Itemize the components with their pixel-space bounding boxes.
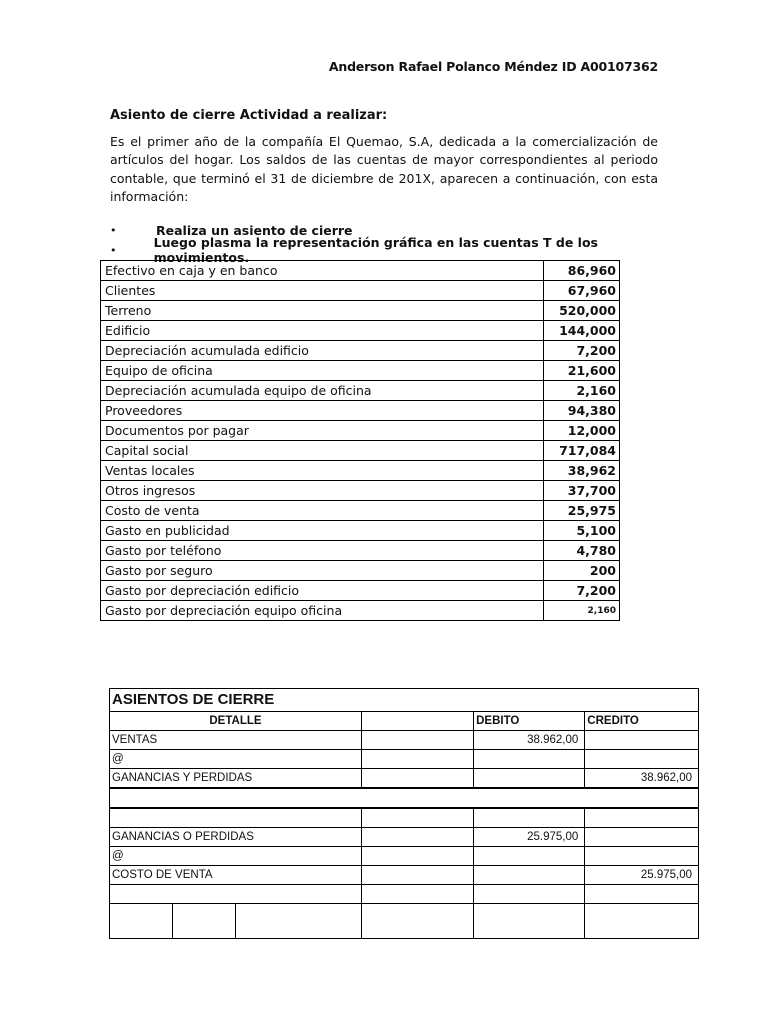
activity-heading: Asiento de cierre Actividad a realizar: bbox=[110, 108, 388, 123]
account-amount: 94,380 bbox=[544, 401, 620, 421]
entry-detail: @ bbox=[110, 750, 361, 769]
account-name: Capital social bbox=[101, 441, 544, 461]
table-row bbox=[101, 341, 620, 361]
entry-credit bbox=[585, 750, 698, 769]
table-row bbox=[101, 521, 620, 541]
entry-credit bbox=[585, 885, 698, 904]
table-row bbox=[101, 561, 620, 581]
table-row bbox=[110, 788, 698, 808]
entry-credit bbox=[585, 847, 698, 866]
table-row bbox=[110, 828, 698, 847]
closing-entries-box bbox=[109, 688, 699, 939]
table-row bbox=[101, 441, 620, 461]
account-amount: 7,200 bbox=[544, 341, 620, 361]
split-cell bbox=[236, 904, 361, 938]
table-row bbox=[110, 847, 698, 866]
detalle-header: DETALLE bbox=[110, 712, 361, 731]
account-amount: 37,700 bbox=[544, 481, 620, 501]
table-row bbox=[110, 904, 698, 939]
account-amount: 2,160 bbox=[544, 381, 620, 401]
account-amount: 67,960 bbox=[544, 281, 620, 301]
entry-blank bbox=[361, 769, 473, 789]
closing-entries-title: ASIENTOS DE CIERRE bbox=[110, 689, 698, 712]
entry-debit bbox=[474, 847, 585, 866]
table-row bbox=[101, 601, 620, 621]
split-cell bbox=[173, 904, 236, 938]
debito-header: DEBITO bbox=[474, 712, 585, 731]
entry-debit bbox=[474, 885, 585, 904]
account-name: Gasto por depreciación equipo oficina bbox=[101, 601, 544, 621]
table-row bbox=[101, 261, 620, 281]
table-row bbox=[101, 361, 620, 381]
entry-debit bbox=[474, 769, 585, 789]
account-amount: 520,000 bbox=[544, 301, 620, 321]
entry-blank bbox=[361, 904, 473, 939]
bullet-icon: • bbox=[110, 243, 117, 257]
account-name: Depreciación acumulada edificio bbox=[101, 341, 544, 361]
entry-blank bbox=[585, 904, 698, 939]
entry-credit: 25.975,00 bbox=[585, 866, 698, 885]
entry-debit bbox=[474, 866, 585, 885]
entry-detail bbox=[110, 885, 361, 904]
entry-credit bbox=[585, 731, 698, 750]
entry-blank bbox=[361, 866, 473, 885]
account-amount: 200 bbox=[544, 561, 620, 581]
empty-header bbox=[361, 712, 473, 731]
account-name: Efectivo en caja y en banco bbox=[101, 261, 544, 281]
bullet-icon: • bbox=[110, 223, 117, 237]
entry-credit bbox=[585, 828, 698, 847]
entry-blank bbox=[361, 885, 473, 904]
table-row bbox=[101, 401, 620, 421]
account-name: Depreciación acumulada equipo de oficina bbox=[101, 381, 544, 401]
table-row bbox=[101, 461, 620, 481]
account-name: Gasto por depreciación edificio bbox=[101, 581, 544, 601]
account-amount: 38,962 bbox=[544, 461, 620, 481]
table-row bbox=[110, 769, 698, 789]
entry-blank bbox=[361, 808, 473, 828]
credito-header: CREDITO bbox=[585, 712, 698, 731]
entry-blank bbox=[361, 828, 473, 847]
table-row bbox=[101, 381, 620, 401]
account-amount: 717,084 bbox=[544, 441, 620, 461]
account-amount: 25,975 bbox=[544, 501, 620, 521]
account-amount: 144,000 bbox=[544, 321, 620, 341]
entry-credit bbox=[585, 808, 698, 828]
account-name: Documentos por pagar bbox=[101, 421, 544, 441]
table-row bbox=[101, 481, 620, 501]
entry-detail bbox=[110, 808, 361, 828]
account-name: Edificio bbox=[101, 321, 544, 341]
table-row bbox=[110, 731, 698, 750]
header-row bbox=[110, 712, 698, 731]
account-name: Costo de venta bbox=[101, 501, 544, 521]
account-amount: 5,100 bbox=[544, 521, 620, 541]
account-name: Otros ingresos bbox=[101, 481, 544, 501]
entry-detail: @ bbox=[110, 847, 361, 866]
entry-detail: GANANCIAS Y PERDIDAS bbox=[110, 769, 361, 789]
table-row bbox=[101, 541, 620, 561]
author-line: Anderson Rafael Polanco Méndez ID A00107362 bbox=[328, 59, 658, 74]
account-amount: 4,780 bbox=[544, 541, 620, 561]
entry-separator bbox=[110, 788, 698, 808]
account-amount: 2,160 bbox=[544, 601, 620, 621]
account-amount: 7,200 bbox=[544, 581, 620, 601]
split-cell bbox=[110, 904, 173, 938]
entry-debit bbox=[474, 808, 585, 828]
entry-blank bbox=[361, 847, 473, 866]
table-row bbox=[101, 281, 620, 301]
table-row bbox=[110, 885, 698, 904]
table-row bbox=[101, 421, 620, 441]
intro-paragraph: Es el primer año de la compañía El Quemao, S.A, dedicada a la comercialización de artículos del hogar. Los saldos de las cuentas de mayor correspondientes al periodo contable, que terminó el 31 de diciembre de 201X, aparecen a continuación, con esta información: bbox=[110, 134, 658, 205]
entry-detail: VENTAS bbox=[110, 731, 361, 750]
account-amount: 86,960 bbox=[544, 261, 620, 281]
entry-blank bbox=[361, 731, 473, 750]
entry-detail: GANANCIAS O PERDIDAS bbox=[110, 828, 361, 847]
entry-debit: 25.975,00 bbox=[474, 828, 585, 847]
account-amount: 21,600 bbox=[544, 361, 620, 381]
account-name: Equipo de oficina bbox=[101, 361, 544, 381]
table-row bbox=[110, 866, 698, 885]
entry-split-cell bbox=[110, 904, 361, 939]
account-name: Ventas locales bbox=[101, 461, 544, 481]
closing-entries-table bbox=[110, 712, 698, 938]
table-row bbox=[101, 501, 620, 521]
task-item bbox=[110, 235, 670, 265]
table-row bbox=[101, 301, 620, 321]
table-row bbox=[101, 321, 620, 341]
entry-detail: COSTO DE VENTA bbox=[110, 866, 361, 885]
account-name: Proveedores bbox=[101, 401, 544, 421]
split-cell-group bbox=[110, 904, 361, 938]
entry-blank bbox=[474, 904, 585, 939]
table-row bbox=[110, 808, 698, 828]
account-name: Terreno bbox=[101, 301, 544, 321]
account-name: Clientes bbox=[101, 281, 544, 301]
account-balances-table bbox=[100, 260, 620, 621]
entry-blank bbox=[361, 750, 473, 769]
entry-debit bbox=[474, 750, 585, 769]
account-name: Gasto en publicidad bbox=[101, 521, 544, 541]
task-text: Realiza un asiento de cierre bbox=[156, 222, 353, 238]
task-list bbox=[110, 220, 670, 265]
entry-debit: 38.962,00 bbox=[474, 731, 585, 750]
table-row bbox=[101, 581, 620, 601]
task-text: Luego plasma la representación gráfica en las cuentas T de los movimientos. bbox=[153, 235, 598, 265]
table-row bbox=[110, 750, 698, 769]
account-name: Gasto por teléfono bbox=[101, 541, 544, 561]
entry-credit: 38.962,00 bbox=[585, 769, 698, 789]
account-name: Gasto por seguro bbox=[101, 561, 544, 581]
account-amount: 12,000 bbox=[544, 421, 620, 441]
